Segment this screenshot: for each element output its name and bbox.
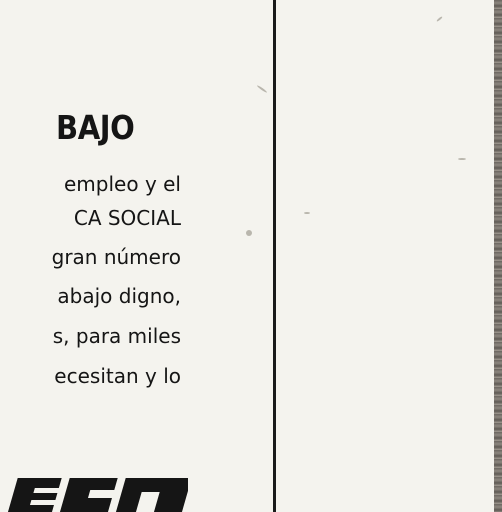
article-line-5: s, para miles [52, 324, 181, 348]
page-edge [494, 0, 502, 512]
blank-column [276, 0, 494, 512]
paper-speck [436, 16, 443, 22]
article-line-6: ecesitan y lo [54, 364, 181, 388]
paper-speck [304, 212, 310, 214]
article-line-4: abajo digno, [57, 284, 181, 308]
article-heading: BAJO [56, 108, 135, 147]
bottom-logo [0, 470, 188, 512]
article-line-2: CA SOCIAL [73, 206, 181, 230]
bottom-logo-graphic [0, 470, 188, 512]
paper-speck [246, 230, 252, 236]
paper-speck [458, 158, 466, 160]
article-line-1: empleo y el [64, 172, 181, 196]
article-line-3: gran número [51, 245, 181, 269]
